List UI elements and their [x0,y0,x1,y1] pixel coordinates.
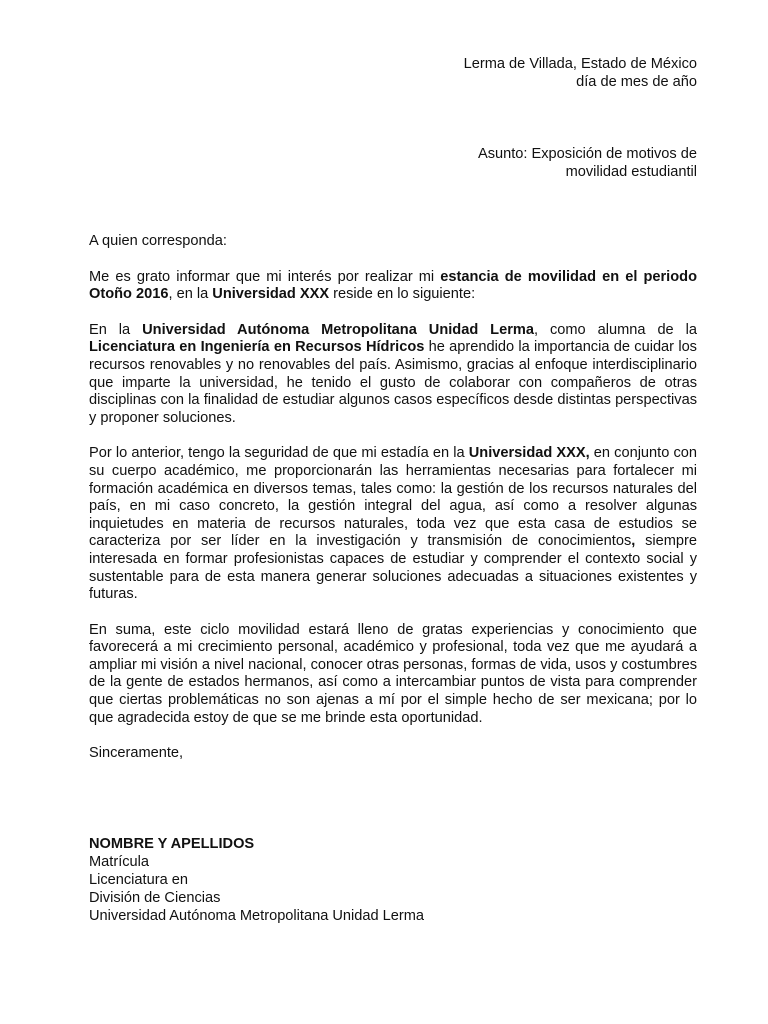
p1-bold-2: Universidad XXX [212,286,330,303]
date-line: día de mes de año [576,73,697,90]
p3-text-3: siempre interesada en formar profesionistas capaces de estudiar y comprender el contexto social y sustentable para de esta manera generar soluciones adecuadas a situaciones existentes y futuras. [89,533,697,603]
p2-bold-1: Universidad Autónoma Metropolitana Unidad Lerma [142,321,534,338]
signature-line-2: Licenciatura en [89,872,188,888]
place-line: Lerma de Villada, Estado de México [463,56,697,72]
paragraph-3 [89,445,697,603]
subject-line-1: Asunto: Exposición de motivos de [477,146,697,162]
p1-bold-1: estancia de movilidad en el periodo Otoño 2016 [89,268,697,303]
subject-line-2: movilidad estudiantil [565,163,697,180]
p1-text-2: , en la [168,286,213,303]
p1-text-1: Me es grato informar que mi interés por realizar mi [89,268,441,285]
p3-bold-1: Universidad XXX, [468,445,590,462]
signature-name-text: NOMBRE Y APELLIDOS [89,836,255,852]
greeting: A quien corresponda: [89,233,227,249]
p3-text-1: Por lo anterior, tengo la seguridad de que mi estadía en la [89,445,469,462]
letter-header [297,56,697,91]
paragraph-2 [89,322,697,428]
signature-line-3: División de Ciencias [89,890,221,906]
closing: Sinceramente, [89,745,184,762]
letter-body [89,233,697,763]
p3-bold-2: , [631,533,636,550]
p2-text-2: , como alumna de la [533,321,697,338]
signature-block [89,835,697,925]
signature-line-1: Matrícula [89,854,150,870]
signature-line-4: Universidad Autónoma Metropolitana Unidad Lerma [89,908,425,924]
p2-text-3: he aprendido la importancia de cuidar los recursos renovables y no renovables del país. Asimismo, gracias al enfoque interdisciplinario que imparte la universidad, he tenido el gusto de colaborar con compañeros de otras disciplinas con la finalidad de estudiar algunos casos específicos desde distintas perspectivas y proponer soluciones. [89,339,697,426]
p2-text-1: En la [89,321,143,338]
letter-page [89,0,697,1024]
signature-name [89,835,697,853]
paragraph-4: En suma, este ciclo movilidad estará lleno de gratas experiencias y conocimiento que favorecerá a mi crecimiento personal, académico y profesional, toda vez que me ayudará a ampliar mi visión a nivel nacional, conocer otras personas, formas de vida, usos y costumbres de la gente de estados hermanos, así como a intercambiar puntos de vista para comprender que ciertas problemáticas no son ajenas a mí por el simple hecho de ser mexicana; por lo que agradecida estoy de que se me brinde esta oportunidad. [89,621,697,726]
paragraph-1 [89,269,697,304]
subject-block [297,146,697,181]
p2-bold-2: Licenciatura en Ingeniería en Recursos Hídricos [89,339,425,356]
p3-text-2: en conjunto con su cuerpo académico, me proporcionarán las herramientas necesarias para fortalecer mi formación académica en diversos temas, tales como: la gestión de los recursos naturales del país, en mi caso concreto, la gestión integral del agua, así como a resolver algunas inquietudes en materia de recursos naturales, toda vez que esta casa de estudios se caracteriza por ser líder en la investigación y transmisión de conocimientos [89,445,697,550]
p1-text-3: reside en lo siguiente: [329,286,476,303]
